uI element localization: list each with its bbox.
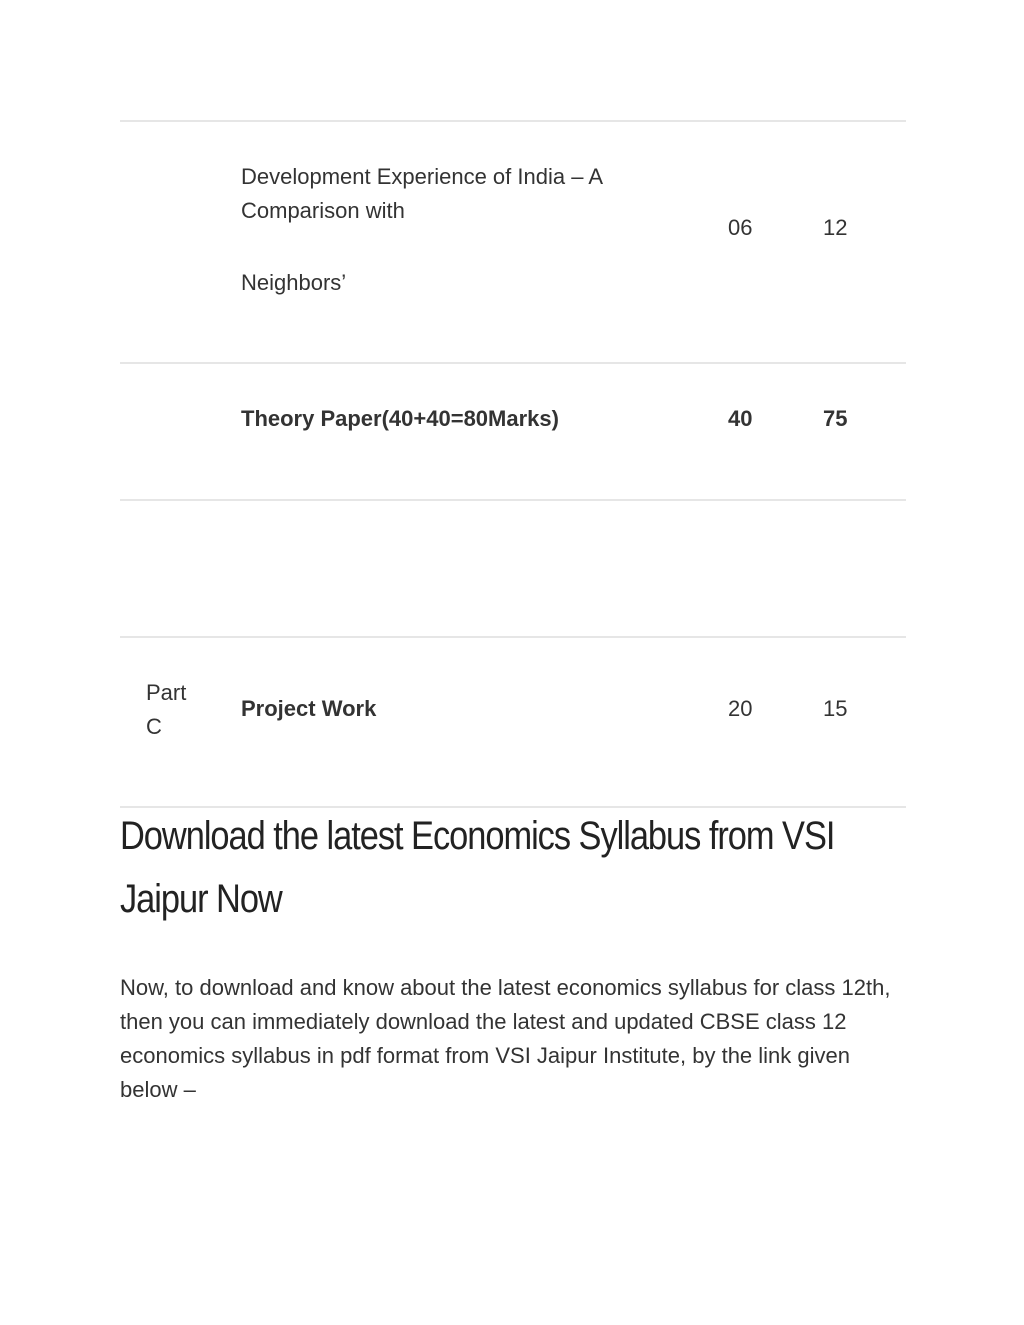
marks-cell: 40 [728, 406, 753, 431]
periods-cell: 15 [823, 696, 848, 721]
unit-cell: Theory Paper(40+40=80Marks) [241, 406, 559, 431]
unit-cell: Project Work [241, 696, 377, 721]
unit-title: Development Experience of India – A Comparison with [241, 164, 602, 223]
table-row [120, 364, 906, 501]
periods-cell: 75 [823, 406, 848, 431]
periods-cell: 12 [823, 215, 848, 240]
table-row [120, 122, 906, 364]
unit-title-continued: Neighbors’ [241, 270, 347, 295]
marks-cell: 06 [728, 215, 753, 240]
marks-cell: 20 [728, 696, 753, 721]
part-cell: Part C [146, 680, 187, 739]
syllabus-table [120, 120, 906, 808]
section-paragraph: Now, to download and know about the latest economics syllabus for class 12th, then you can immediately download the latest and updated CBSE class 12 economics syllabus in pdf format from VSI Jaipur Institute, by the link given below – [120, 975, 891, 1102]
table-row [120, 501, 906, 638]
unit-cell [241, 160, 681, 300]
table-row [120, 638, 906, 808]
section-heading: Download the latest Economics Syllabus from VSI Jaipur Now [120, 814, 835, 921]
